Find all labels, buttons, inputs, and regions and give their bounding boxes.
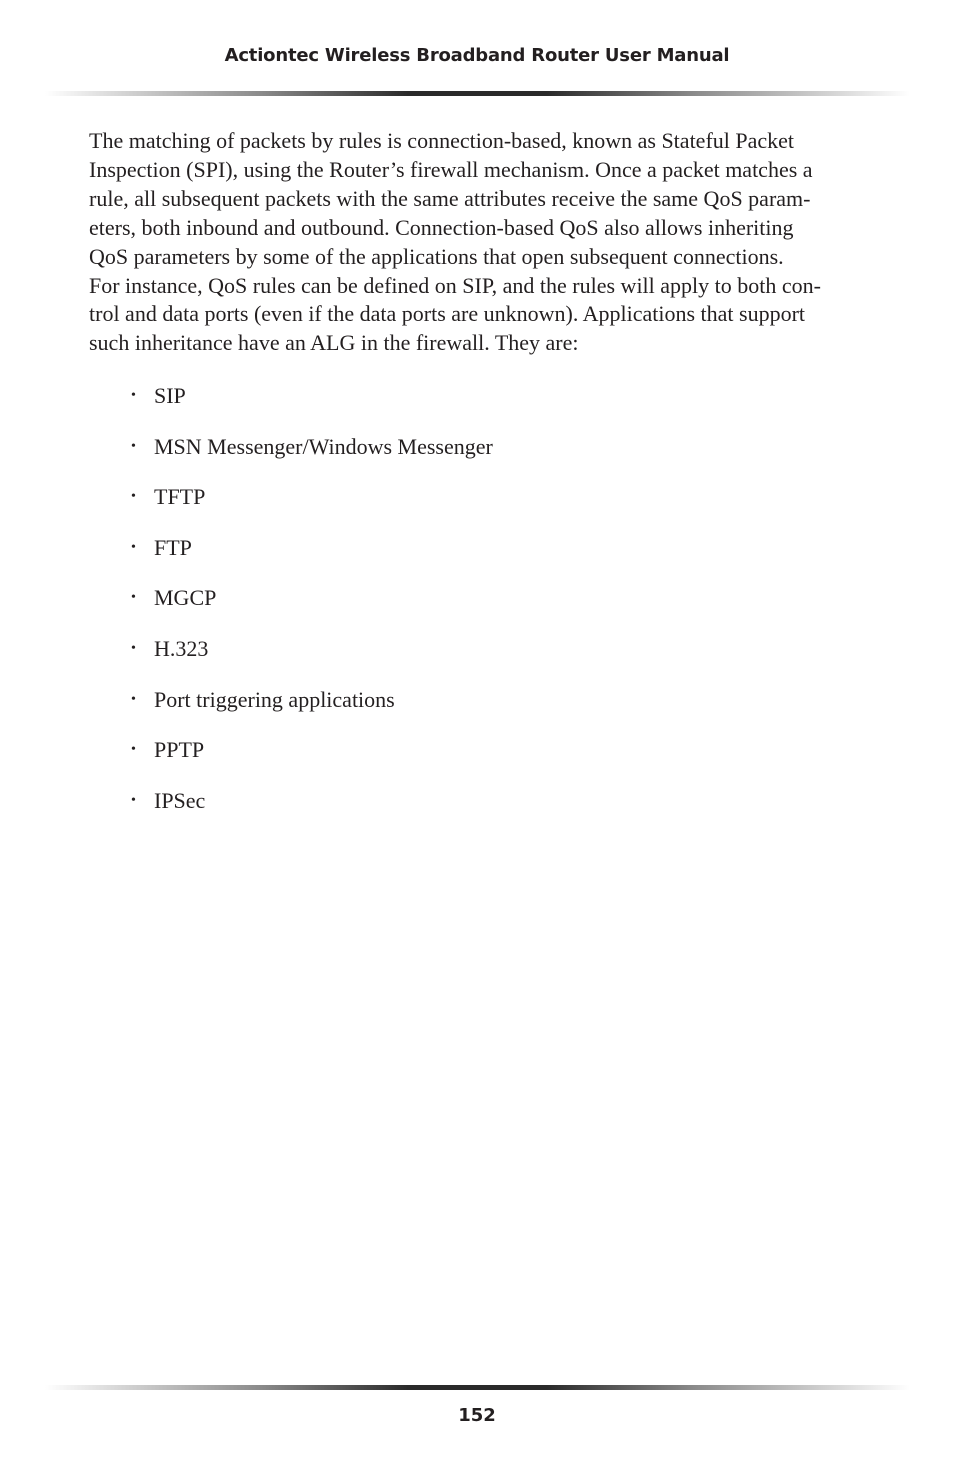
bullet-icon: • — [131, 590, 136, 606]
list-item-label: MSN Messenger/Windows Messenger — [154, 433, 493, 459]
list-item-label: MGCP — [154, 585, 217, 611]
list-item — [131, 784, 493, 835]
list-item — [131, 733, 493, 784]
list-item-label: IPSec — [154, 787, 206, 813]
page-number: 152 — [458, 1405, 496, 1426]
bullet-icon: • — [131, 438, 136, 454]
bullet-icon: • — [131, 640, 136, 656]
list-item — [131, 430, 493, 481]
bullet-icon: • — [131, 792, 136, 808]
paragraph-line: such inheritance have an ALG in the firewall. They are: — [89, 330, 579, 356]
list-item — [131, 581, 493, 632]
list-item-label: FTP — [154, 534, 192, 560]
paragraph-line: For instance, QoS rules can be defined on SIP, and the rules will apply to both con- — [89, 272, 821, 298]
bullet-icon: • — [131, 539, 136, 555]
list-item — [131, 379, 493, 430]
paragraph-line: eters, both inbound and outbound. Connection-based QoS also allows inheriting — [89, 214, 794, 240]
list-item-label: H.323 — [154, 635, 209, 661]
paragraph-line: rule, all subsequent packets with the same attributes receive the same QoS param- — [89, 185, 811, 211]
list-item-label: PPTP — [154, 737, 205, 763]
bullet-icon: • — [131, 388, 136, 403]
paragraph-line: QoS parameters by some of the applications that open subsequent connections. — [89, 243, 784, 269]
header-divider — [45, 91, 910, 96]
footer-divider — [45, 1385, 910, 1390]
list-item — [131, 632, 493, 683]
paragraph-line: The matching of packets by rules is connection-based, known as Stateful Packet — [89, 128, 795, 153]
list-item-label: SIP — [154, 383, 186, 408]
list-item — [131, 480, 493, 531]
list-item-label: Port triggering applications — [154, 686, 395, 712]
bullet-icon: • — [131, 691, 136, 707]
paragraph-line: Inspection (SPI), using the Router’s firewall mechanism. Once a packet matches a — [89, 156, 813, 182]
bullet-icon: • — [131, 742, 136, 758]
body-paragraph — [89, 127, 869, 358]
paragraph-line: trol and data ports (even if the data ports are unknown). Applications that support — [89, 301, 806, 327]
list-item — [131, 531, 493, 582]
list-item-label: TFTP — [154, 484, 206, 510]
alg-application-list — [131, 379, 493, 834]
bullet-icon: • — [131, 489, 136, 505]
page-header-title: Actiontec Wireless Broadband Router User Manual — [224, 45, 730, 66]
list-item — [131, 683, 493, 734]
